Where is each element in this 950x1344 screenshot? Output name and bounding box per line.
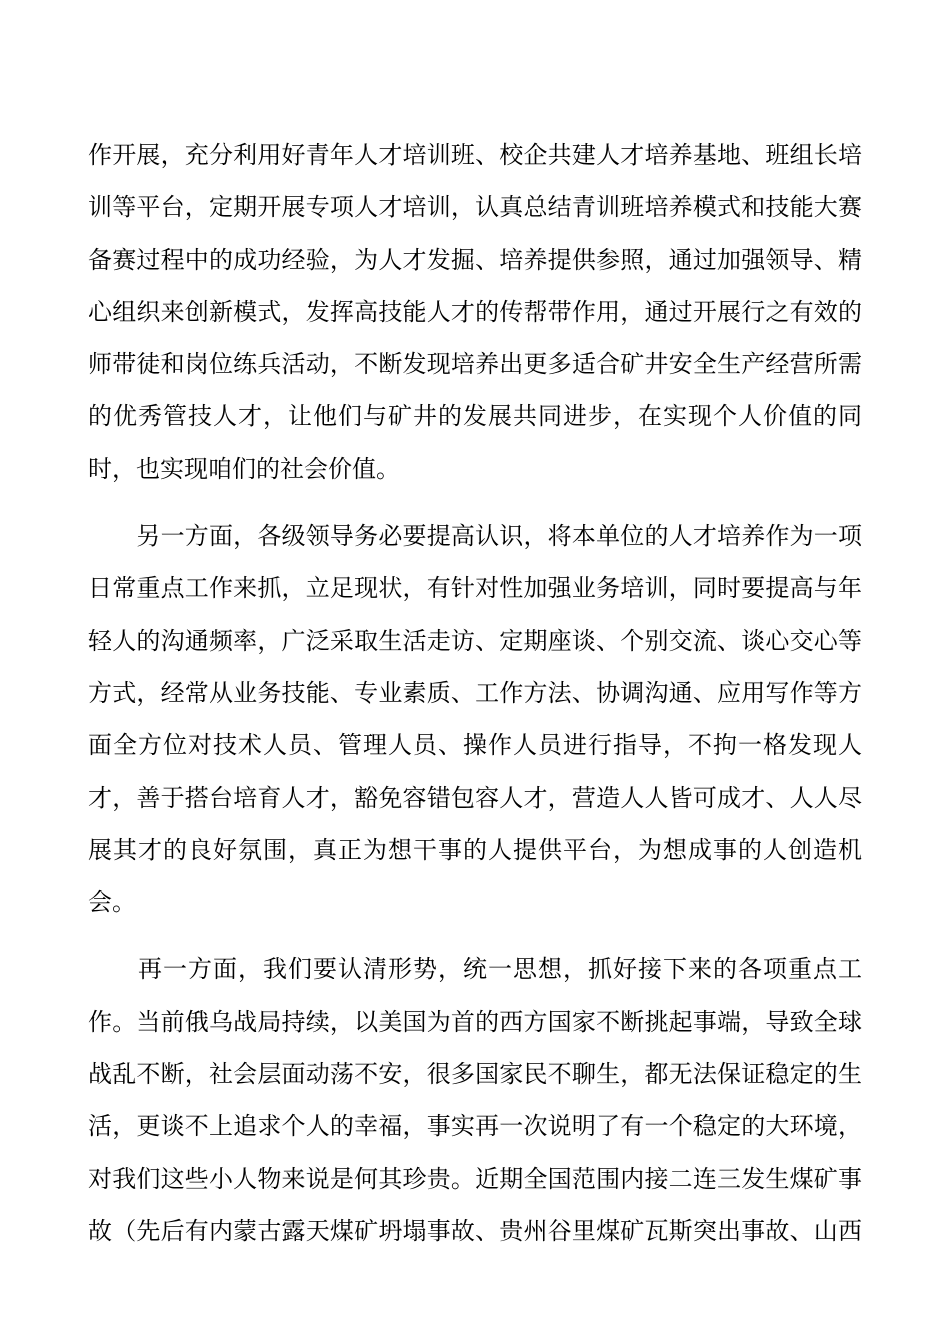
text-line: 轻人的沟通频率，广泛采取生活走访、定期座谈、个别交流、谈心交心等: [88, 626, 862, 655]
text-line: 心组织来创新模式，发挥高技能人才的传帮带作用，通过开展行之有效的: [88, 297, 862, 326]
text-line: 对我们这些小人物来说是何其珍贵。近期全国范围内接二连三发生煤矿事: [88, 1164, 862, 1193]
text-line: 作。当前俄乌战局持续，以美国为首的西方国家不断挑起事端，导致全球: [88, 1007, 862, 1036]
text-line: 方式，经常从业务技能、专业素质、工作方法、协调沟通、应用写作等方: [88, 678, 862, 707]
document-page: [88, 129, 862, 1257]
text-line: 战乱不断，社会层面动荡不安，很多国家民不聊生，都无法保证稳定的生: [88, 1060, 862, 1089]
text-line: 展其才的良好氛围，真正为想干事的人提供平台，为想成事的人创造机: [88, 835, 862, 864]
text-line: 另一方面，各级领导务必要提高认识，将本单位的人才培养作为一项: [88, 522, 862, 551]
text-line: 会。: [88, 888, 136, 917]
paragraph-situation: [88, 943, 862, 1257]
text-line: 训等平台，定期开展专项人才培训，认真总结青训班培养模式和技能大赛: [88, 193, 862, 222]
text-line: 备赛过程中的成功经验，为人才发掘、培养提供参照，通过加强领导、精: [88, 245, 862, 274]
text-line: 时，也实现咱们的社会价值。: [88, 454, 400, 483]
paragraph-talent-training: [88, 129, 862, 495]
text-line: 才，善于搭台培育人才，豁免容错包容人才，营造人人皆可成才、人人尽: [88, 783, 862, 812]
text-line: 师带徒和岗位练兵活动，不断发现培养出更多适合矿井安全生产经营所需: [88, 350, 862, 379]
paragraph-gap: [88, 495, 862, 510]
text-line: 故（先后有内蒙古露天煤矿坍塌事故、贵州谷里煤矿瓦斯突出事故、山西: [88, 1216, 862, 1245]
text-line: 日常重点工作来抓，立足现状，有针对性加强业务培训，同时要提高与年: [88, 574, 862, 603]
text-line: 再一方面，我们要认清形势，统一思想，抓好接下来的各项重点工: [88, 955, 862, 984]
text-line: 作开展，充分利用好青年人才培训班、校企共建人才培养基地、班组长培: [88, 141, 862, 169]
text-line: 的优秀管技人才，让他们与矿井的发展共同进步，在实现个人价值的同: [88, 402, 862, 431]
paragraph-leadership: [88, 510, 862, 928]
text-line: 活，更谈不上追求个人的幸福，事实再一次说明了有一个稳定的大环境，: [88, 1112, 862, 1141]
text-line: 面全方位对技术人员、管理人员、操作人员进行指导，不拘一格发现人: [88, 731, 862, 760]
paragraph-gap: [88, 928, 862, 943]
